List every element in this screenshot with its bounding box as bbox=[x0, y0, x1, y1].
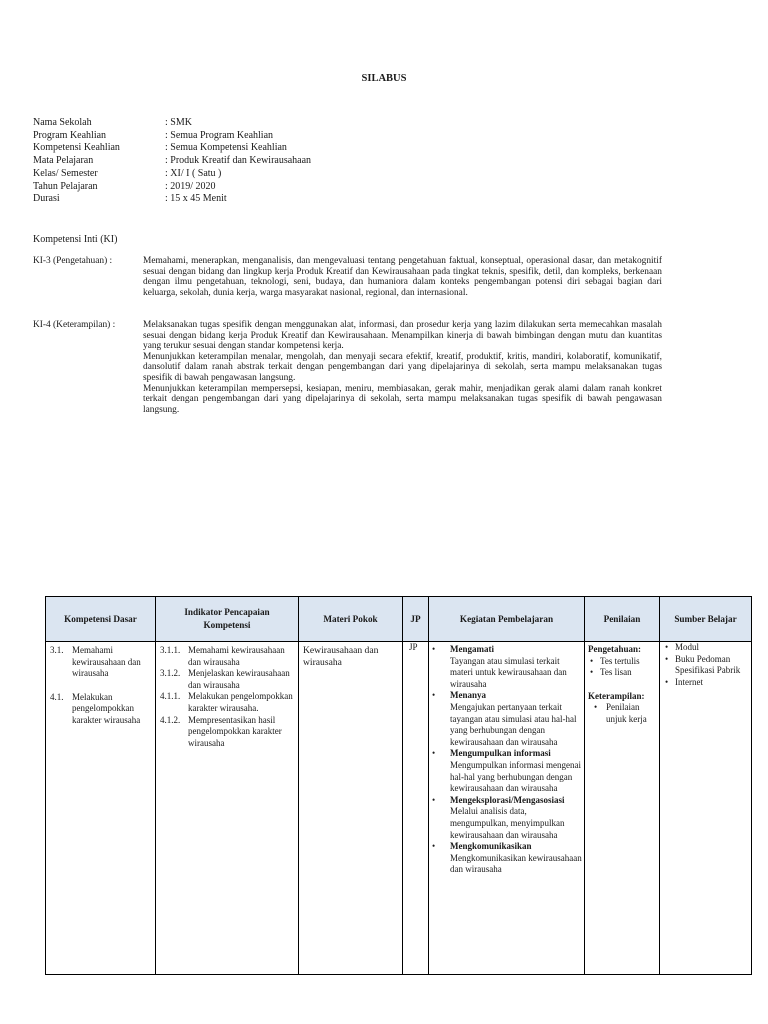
column-header-sumber: Sumber Belajar bbox=[660, 597, 752, 642]
info-row bbox=[33, 130, 311, 143]
kegiatan-heading: Mengumpulkan informasi bbox=[450, 748, 551, 759]
ipk-text: Memahami kewirausahaan dan wirausaha bbox=[188, 645, 285, 667]
info-key: Kelas/ Semester bbox=[33, 167, 98, 179]
kegiatan-list bbox=[432, 644, 582, 876]
ki4-paragraph: Menunjukkan keterampilan mempersepsi, kesiapan, meniru, membiasakan, gerak mahir, menjadikan gerak alami dalam ranah konkret terkait dengan pengembangan dari yang dipelajarinya di sekolah, serta mampu melaksanakan tugas spesifik di bawah pengawasan langsung. bbox=[143, 383, 662, 415]
kd-text: Memahami kewirausahaan dan wirausaha bbox=[72, 645, 141, 679]
kd-text: Melakukan pengelompokkan karakter wirausaha bbox=[72, 691, 141, 725]
kegiatan-heading: Mengkomunikasikan bbox=[450, 841, 532, 852]
bullet-icon: • bbox=[432, 644, 436, 654]
info-row bbox=[33, 155, 311, 168]
ipk-text: Mempresentasikan hasil pengelompokkan karakter wirausaha bbox=[188, 714, 282, 748]
ipk-item bbox=[160, 691, 294, 714]
ipk-item bbox=[160, 715, 294, 750]
info-key: Mata Pelajaran bbox=[33, 155, 94, 167]
penilaian-heading: Pengetahuan: bbox=[588, 644, 642, 654]
kd-item bbox=[50, 645, 151, 680]
syllabus-table bbox=[45, 596, 752, 975]
ki-heading: Kompetensi Inti (KI) bbox=[33, 234, 118, 245]
materi-cell bbox=[299, 642, 403, 975]
ki3-row bbox=[33, 256, 662, 298]
ki4-label: KI-4 (Keterampilan) : bbox=[33, 320, 116, 330]
info-value: : Produk Kreatif dan Kewirausahaan bbox=[165, 155, 312, 167]
ki3-label: KI-3 (Pengetahuan) : bbox=[33, 256, 113, 266]
ipk-number: 3.1.2. bbox=[160, 668, 181, 679]
ki4-text bbox=[143, 320, 662, 415]
column-header-materi: Materi Pokok bbox=[299, 597, 403, 642]
list-item: • Tes lisan bbox=[588, 667, 657, 679]
column-header-ipk: Indikator Pencapaian Kompetensi bbox=[156, 597, 299, 642]
info-key: Durasi bbox=[33, 193, 60, 205]
info-row bbox=[33, 117, 311, 130]
kegiatan-heading: Mengamati bbox=[450, 644, 494, 654]
identity-block bbox=[33, 117, 311, 206]
kegiatan-item bbox=[432, 748, 582, 794]
ipk-number: 3.1.1. bbox=[160, 645, 181, 655]
penilaian-cell bbox=[585, 642, 660, 975]
list-item: • Modul bbox=[663, 642, 748, 654]
info-row bbox=[33, 168, 311, 181]
info-row bbox=[33, 181, 311, 194]
list-item: • Penilaian unjuk kerja bbox=[592, 702, 657, 725]
kd-number: 3.1. bbox=[50, 645, 64, 655]
column-header-jp: JP bbox=[403, 597, 429, 642]
ipk-number: 4.1.1. bbox=[160, 691, 181, 702]
ipk-item bbox=[160, 645, 294, 668]
ipk-text: Menjelaskan kewirausahaan dan wirausaha bbox=[188, 668, 290, 690]
ipk-number: 4.1.2. bbox=[160, 714, 181, 725]
jp-cell bbox=[403, 642, 429, 975]
info-key: Program Keahlian bbox=[33, 129, 107, 141]
kegiatan-heading: Menanya bbox=[450, 690, 486, 701]
ipk-text: Melakukan pengelompokkan karakter wirausaha. bbox=[188, 691, 293, 713]
column-header-kegiatan: Kegiatan Pembelajaran bbox=[429, 597, 585, 642]
jp-text: JP bbox=[409, 642, 418, 652]
ki3-text: Memahami, menerapkan, menganalisis, dan mengevaluasi tentang pengetahuan faktual, konseptual, operasional dasar, dan metakognitif sesuai dengan bidang dan lingkup kerja Produk Kreatif dan Kewirausahaan pada tingkat teknis, spesifik, detil, dan kompleks, berkenaan dengan ilmu pengetahuan, teknologi, seni, budaya, dan humaniora dalam konteks pengembangan potensi diri sebagai bagian dari keluarga, sekolah, dunia kerja, warga masyarakat nasional, regional, dan internasional. bbox=[143, 256, 662, 298]
bullet-icon: • bbox=[432, 841, 436, 852]
list-item: • Tes tertulis bbox=[588, 656, 657, 668]
info-value: : Semua Kompetensi Keahlian bbox=[165, 142, 287, 154]
table-header-row bbox=[46, 597, 752, 642]
info-row bbox=[33, 142, 311, 155]
info-value: : XI/ I ( Satu ) bbox=[165, 167, 222, 179]
table-row bbox=[46, 642, 752, 975]
sumber-list bbox=[663, 642, 748, 688]
bullet-icon: • bbox=[432, 690, 436, 701]
kd-item bbox=[50, 692, 151, 727]
kegiatan-item bbox=[432, 795, 582, 841]
kd-cell bbox=[46, 642, 156, 975]
info-key: Kompetensi Keahlian bbox=[33, 142, 120, 154]
kegiatan-text: Mengajukan pertanyaan terkait tayangan atau simulasi atau hal-hal yang berhubungan dengan kewirausahaan dan wirausaha bbox=[450, 701, 577, 747]
info-row bbox=[33, 193, 311, 206]
sumber-cell bbox=[660, 642, 752, 975]
info-value: : 2019/ 2020 bbox=[165, 180, 216, 192]
ki4-paragraph: Menunjukkan keterampilan menalar, mengolah, dan menyaji secara efektif, kreatif, produktif, kritis, mandiri, kolaboratif, komunikatif, dansolutif dalam ranah abstrak terkait dengan pengembangan dari yang dipelajarinya di sekolah, serta mampu melaksanakan tugas spesifik di bawah pengawasan langsung. bbox=[143, 351, 662, 383]
penilaian-heading: Keterampilan: bbox=[588, 690, 645, 701]
info-value: : Semua Program Keahlian bbox=[165, 129, 274, 141]
info-value: : SMK bbox=[165, 117, 192, 128]
kegiatan-text: Mengumpulkan informasi mengenai hal-hal yang berhubungan dengan kewirausahaan dan wirausaha bbox=[450, 759, 581, 794]
bullet-icon: • bbox=[432, 748, 436, 759]
ki4-paragraph: Melaksanakan tugas spesifik dengan menggunakan alat, informasi, dan prosedur kerja yang lazim dilakukan serta memecahkan masalah sesuai dengan bidang kerja Produk Kreatif dan Kewirausahaan. Menampilkan kinerja di bawah bimbingan dengan mutu dan kuantitas yang terukur sesuai dengan standar kompetensi kerja. bbox=[143, 320, 662, 352]
document-title: SILABUS bbox=[361, 73, 407, 84]
penilaian-list bbox=[588, 656, 657, 679]
kd-number: 4.1. bbox=[50, 691, 64, 702]
ipk-cell bbox=[156, 642, 299, 975]
info-key: Tahun Pelajaran bbox=[33, 180, 98, 192]
kegiatan-text: Tayangan atau simulasi terkait materi untuk kewirausahaan dan wirausaha bbox=[450, 655, 567, 689]
kegiatan-heading: Mengeksplorasi/Mengasosiasi bbox=[450, 794, 565, 805]
ki4-row bbox=[33, 320, 662, 415]
list-item: • Buku Pedoman Spesifikasi Pabrik bbox=[663, 654, 748, 677]
list-item: • Internet bbox=[663, 677, 748, 689]
info-value: : 15 x 45 Menit bbox=[165, 193, 227, 205]
kegiatan-item bbox=[432, 690, 582, 748]
kegiatan-item bbox=[432, 644, 582, 690]
bullet-icon: • bbox=[432, 794, 436, 805]
materi-text: Kewirausahaan dan wirausaha bbox=[303, 645, 379, 668]
kegiatan-text: Melalui analisis data, mengumpulkan, menyimpulkan kewirausahaan dan wirausaha bbox=[450, 806, 565, 840]
column-header-penilaian: Penilaian bbox=[585, 597, 660, 642]
column-header-kd: Kompetensi Dasar bbox=[46, 597, 156, 642]
info-key: Nama Sekolah bbox=[33, 117, 92, 128]
kegiatan-cell bbox=[429, 642, 585, 975]
penilaian-list bbox=[588, 702, 657, 725]
kegiatan-text: Mengkomunikasikan kewirausahaan dan wirausaha bbox=[450, 852, 582, 875]
kegiatan-item bbox=[432, 841, 582, 876]
ipk-item bbox=[160, 668, 294, 691]
